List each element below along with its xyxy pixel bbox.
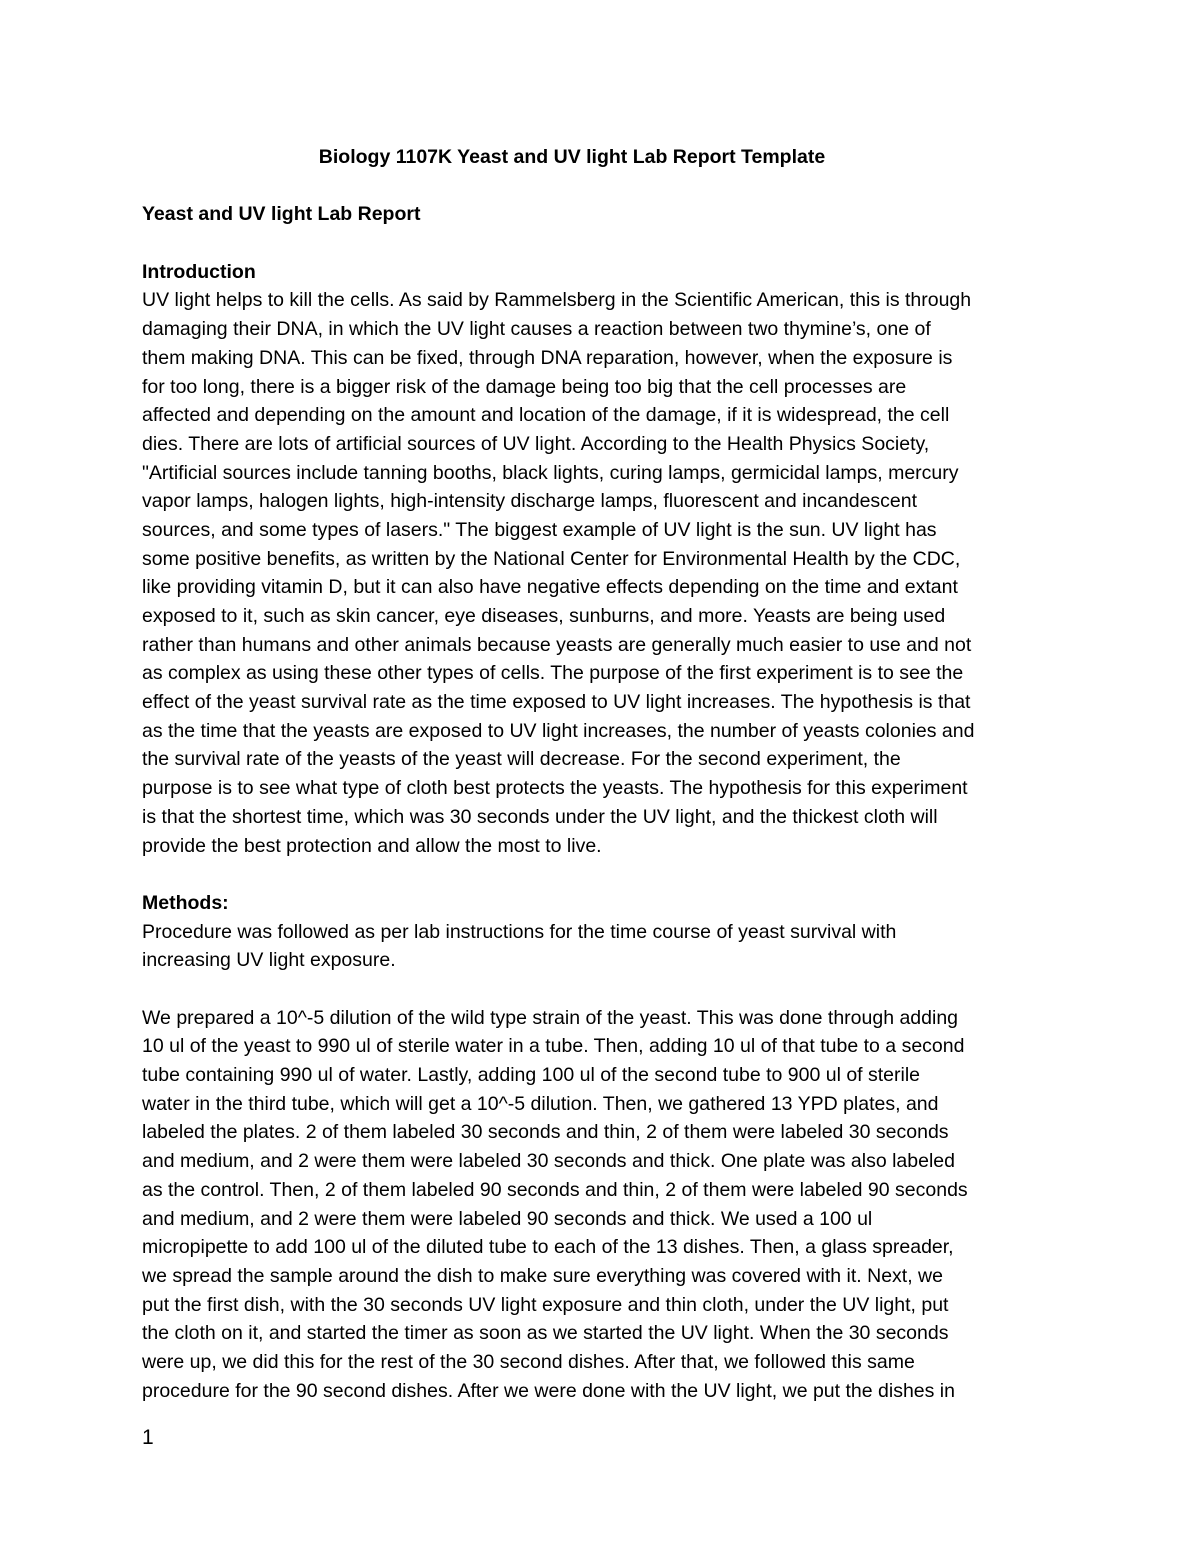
- text-line: purpose is to see what type of cloth best protects the yeasts. The hypothesis for this experiment: [142, 777, 968, 800]
- report-heading: Yeast and UV light Lab Report: [142, 203, 421, 226]
- text-line: sources, and some types of lasers." The biggest example of UV light is the sun. UV light has: [142, 518, 937, 541]
- text-line: "Artificial sources include tanning booths, black lights, curing lamps, germicidal lamps, mercury: [142, 461, 959, 484]
- text-line: some positive benefits, as written by the National Center for Environmental Health by the CDC,: [142, 547, 961, 570]
- text-line: damaging their DNA, in which the UV light causes a reaction between two thymine’s, one of: [142, 318, 931, 341]
- text-line: and medium, and 2 were them were labeled 30 seconds and thick. One plate was also labeled: [142, 1150, 955, 1173]
- text-line: We prepared a 10^-5 dilution of the wild type strain of the yeast. This was done through adding: [142, 1006, 959, 1029]
- text-line: is that the shortest time, which was 30 seconds under the UV light, and the thickest cloth will: [142, 805, 938, 828]
- text-line: exposed to it, such as skin cancer, eye diseases, sunburns, and more. Yeasts are being used: [142, 605, 946, 628]
- text-line: tube containing 990 ul of water. Lastly, adding 100 ul of the second tube to 900 ul of sterile: [142, 1064, 921, 1087]
- page-content: [142, 143, 1072, 1405]
- text-line: the cloth on it, and started the timer as soon as we started the UV light. When the 30 seconds: [142, 1322, 949, 1345]
- text-line: put the first dish, with the 30 seconds UV light exposure and thin cloth, under the UV light, put: [142, 1293, 949, 1316]
- text-line: rather than humans and other animals because yeasts are generally much easier to use and not: [142, 633, 972, 656]
- text-line: 10 ul of the yeast to 990 ul of sterile water in a tube. Then, adding 10 ul of that tube to a second: [142, 1035, 965, 1058]
- text-line: Procedure was followed as per lab instructions for the time course of yeast survival with: [142, 920, 897, 943]
- text-line: micropipette to add 100 ul of the diluted tube to each of the 13 dishes. Then, a glass spreader,: [142, 1236, 954, 1259]
- text-line: and medium, and 2 were them were labeled 90 seconds and thick. We used a 100 ul: [142, 1207, 873, 1230]
- paragraph-gap: [142, 975, 1072, 1004]
- text-line: effect of the yeast survival rate as the time exposed to UV light increases. The hypothesis is that: [142, 691, 971, 714]
- text-line: for too long, there is a bigger risk of the damage being too big that the cell processes are: [142, 375, 907, 398]
- text-line: as the control. Then, 2 of them labeled 90 seconds and thin, 2 of them were labeled 90 seconds: [142, 1178, 968, 1201]
- text-line: like providing vitamin D, but it can also have negative effects depending on the time and extant: [142, 576, 958, 599]
- text-line: dies. There are lots of artificial sources of UV light. According to the Health Physics Society,: [142, 432, 930, 455]
- text-line: affected and depending on the amount and location of the damage, if it is widespread, the cell: [142, 404, 950, 427]
- page-number: 1: [142, 1426, 154, 1449]
- methods-procedure-paragraph: [142, 1004, 1072, 1406]
- introduction-heading: Introduction: [142, 260, 256, 283]
- text-line: as the time that the yeasts are exposed to UV light increases, the number of yeasts colonies and: [142, 719, 975, 742]
- text-line: labeled the plates. 2 of them labeled 30 seconds and thin, 2 of them were labeled 30 seconds: [142, 1121, 949, 1144]
- text-line: provide the best protection and allow the most to live.: [142, 834, 602, 857]
- document-title: Biology 1107K Yeast and UV light Lab Report Template: [318, 146, 826, 168]
- text-line: we spread the sample around the dish to make sure everything was covered with it. Next, we: [142, 1264, 943, 1287]
- text-line: vapor lamps, halogen lights, high-intensity discharge lamps, fluorescent and incandescent: [142, 490, 918, 513]
- text-line: UV light helps to kill the cells. As said by Rammelsberg in the Scientific American, this is through: [142, 289, 972, 312]
- methods-heading: Methods:: [142, 891, 229, 914]
- text-line: procedure for the 90 second dishes. After we were done with the UV light, we put the dishes in: [142, 1379, 955, 1402]
- text-line: the survival rate of the yeasts of the yeast will decrease. For the second experiment, the: [142, 748, 901, 771]
- introduction-paragraph: [142, 286, 1072, 860]
- text-line: them making DNA. This can be fixed, through DNA reparation, however, when the exposure is: [142, 346, 953, 369]
- text-line: as complex as using these other types of cells. The purpose of the first experiment is to see the: [142, 662, 964, 685]
- text-line: were up, we did this for the rest of the 30 second dishes. After that, we followed this same: [142, 1350, 915, 1373]
- paragraph-gap: [142, 860, 1072, 889]
- text-line: increasing UV light exposure.: [142, 949, 396, 972]
- methods-intro-paragraph: [142, 918, 1072, 975]
- text-line: water in the third tube, which will get a 10^-5 dilution. Then, we gathered 13 YPD plates, and: [142, 1092, 939, 1115]
